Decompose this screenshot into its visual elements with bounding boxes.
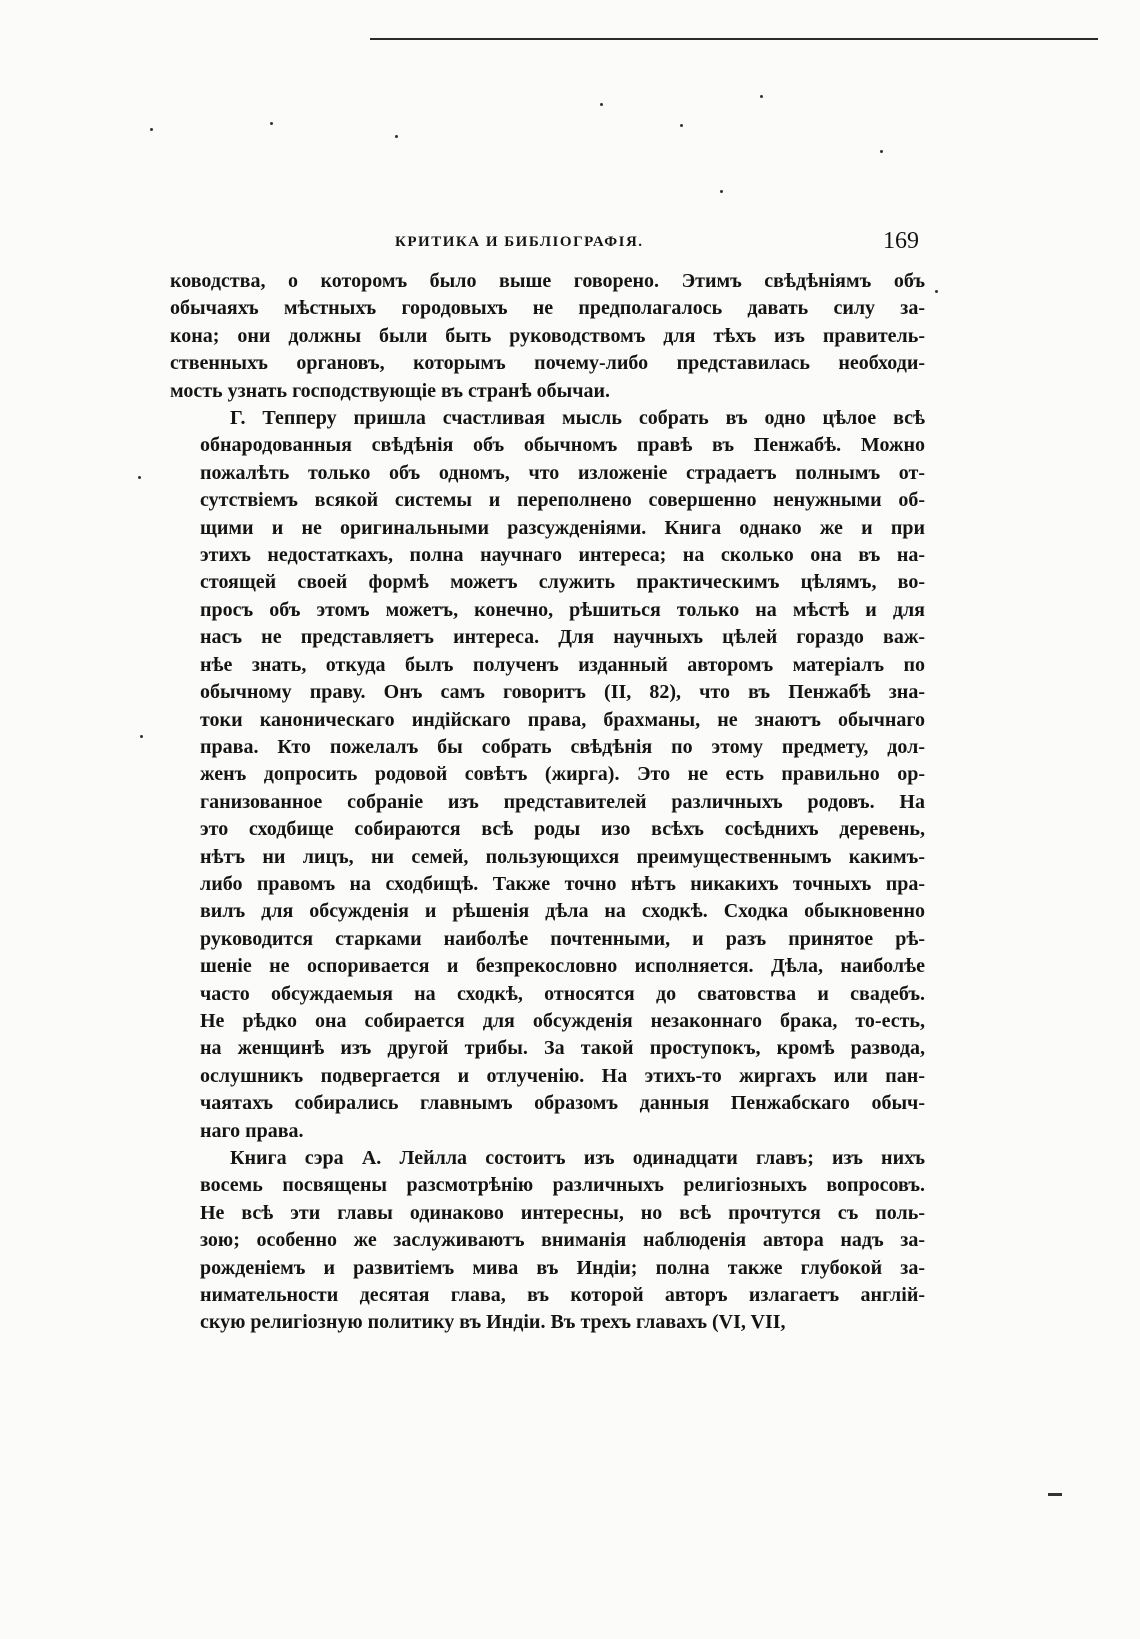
text-line: женъ допросить родовой совѣтъ (жирга). Это не есть правильно ор-: [200, 763, 925, 786]
paragraph: [170, 405, 925, 1145]
text-line: обнародованныя свѣдѣнія объ обычномъ правѣ въ Пенжабѣ. Можно: [200, 434, 925, 457]
page-number: 169: [883, 228, 919, 254]
scan-speck: [720, 190, 723, 193]
scan-speck: [138, 476, 141, 479]
text-line: нѣе знать, откуда былъ полученъ изданный авторомъ матеріалъ по: [200, 653, 925, 676]
text-line: зою; особенно же заслуживаютъ вниманія наблюденія автора надъ за-: [200, 1229, 925, 1252]
text-line: это сходбище собираются всѣ роды изо всѣхъ сосѣднихъ деревень,: [200, 818, 925, 841]
text-line: сутствіемъ всякой системы и переполнено совершенно ненужными об-: [200, 489, 925, 512]
text-line: рожденіемъ и развитіемъ мива въ Индіи; полна также глубокой за-: [200, 1256, 925, 1279]
scan-mark: [1048, 1493, 1062, 1496]
paragraph: [170, 268, 925, 405]
scan-speck: [270, 122, 273, 125]
text-line: скую религіозную политику въ Индіи. Въ трехъ главахъ (VI, VII,: [200, 1311, 786, 1334]
text-line: ководства, о которомъ было выше говорено. Этимъ свѣдѣніямъ объ: [170, 270, 925, 292]
scan-speck: [600, 103, 603, 106]
text-line: на женщинѣ изъ другой трибы. За такой проступокъ, кромѣ развода,: [200, 1037, 925, 1060]
text-line: этихъ недостаткахъ, полна научнаго интереса; на сколько она въ на-: [200, 544, 925, 567]
text-line: кона; они должны были быть руководствомъ для тѣхъ изъ правитель-: [170, 324, 925, 347]
text-line: Г. Тепперу пришла счастливая мысль собрать въ одно цѣлое всѣ: [230, 407, 925, 430]
text-line: Книга сэра А. Лейлла состоитъ изъ одинадцати главъ; изъ нихъ: [230, 1147, 925, 1169]
text-line: ганизованное собраніе изъ представителей различныхъ родовъ. На: [200, 790, 925, 813]
running-head: КРИТИКА И БИБЛІОГРАФІЯ.: [395, 234, 644, 250]
scan-speck: [140, 735, 143, 738]
text-line: ослушникъ подвергается и отлученію. На этихъ-то жиргахъ или пан-: [200, 1064, 925, 1087]
text-line: токи каноническаго индійскаго права, брахманы, не знаютъ обычнаго: [200, 708, 925, 731]
scan-speck: [935, 290, 938, 293]
text-line: Не всѣ эти главы одинаково интересны, но всѣ прочтутся съ поль-: [200, 1201, 925, 1224]
page-header: [170, 228, 925, 258]
top-border-line: [370, 38, 1098, 40]
scan-speck: [150, 128, 153, 131]
text-line: либо правомъ на сходбищѣ. Также точно нѣтъ никакихъ точныхъ пра-: [200, 872, 925, 895]
text-line: насъ не представляетъ интереса. Для научныхъ цѣлей гораздо важ-: [200, 626, 925, 649]
scan-speck: [880, 150, 883, 153]
text-line: вилъ для обсужденія и рѣшенія дѣла на сходкѣ. Сходка обыкновенно: [200, 900, 925, 923]
paragraph: [170, 1145, 925, 1337]
text-line: обычному праву. Онъ самъ говоритъ (II, 82), что въ Пенжабѣ зна-: [200, 681, 925, 704]
scan-speck: [680, 124, 683, 127]
text-line: шеніе не оспоривается и безпрекословно исполняется. Дѣла, наиболѣе: [200, 955, 925, 978]
text-line: часто обсуждаемыя на сходкѣ, относятся до сватовства и свадебъ.: [200, 982, 925, 1005]
text-line: стоящей своей формѣ можетъ служить практическимъ цѣлямъ, во-: [200, 571, 925, 594]
text-line: руководится старками наиболѣе почтенными, и разъ принятое рѣ-: [200, 927, 925, 950]
text-line: нимательности десятая глава, въ которой авторъ излагаетъ англій-: [200, 1284, 925, 1307]
text-line: чаятахъ собирались главнымъ образомъ данныя Пенжабскаго обыч-: [200, 1092, 925, 1115]
text-line: права. Кто пожелалъ бы собрать свѣдѣнія по этому предмету, дол-: [200, 735, 925, 758]
text-line: Не рѣдко она собирается для обсужденія незаконнаго брака, то-есть,: [200, 1009, 925, 1032]
text-line: мость узнать господствующіе въ странѣ обычаи.: [170, 379, 610, 402]
body-text: [170, 268, 925, 1337]
text-line: нѣтъ ни лицъ, ни семей, пользующихся преимущественнымъ какимъ-: [200, 845, 925, 868]
text-line: пожалѣть только объ одномъ, что изложеніе страдаетъ полнымъ от-: [200, 461, 925, 484]
text-line: просъ объ этомъ можетъ, конечно, рѣшиться только на мѣстѣ и для: [200, 598, 925, 621]
text-line: наго права.: [200, 1119, 304, 1142]
scan-speck: [395, 135, 398, 138]
text-line: ственныхъ органовъ, которымъ почему-либо представилась необходи-: [170, 352, 925, 375]
scan-speck: [760, 95, 763, 98]
text-line: восемь посвящены разсмотрѣнію различныхъ религіозныхъ вопросовъ.: [200, 1174, 925, 1197]
text-line: обычаяхъ мѣстныхъ городовыхъ не предполагалось давать силу за-: [170, 297, 925, 320]
text-line: щими и не оригинальными разсужденіями. Книга однако же и при: [200, 516, 925, 539]
